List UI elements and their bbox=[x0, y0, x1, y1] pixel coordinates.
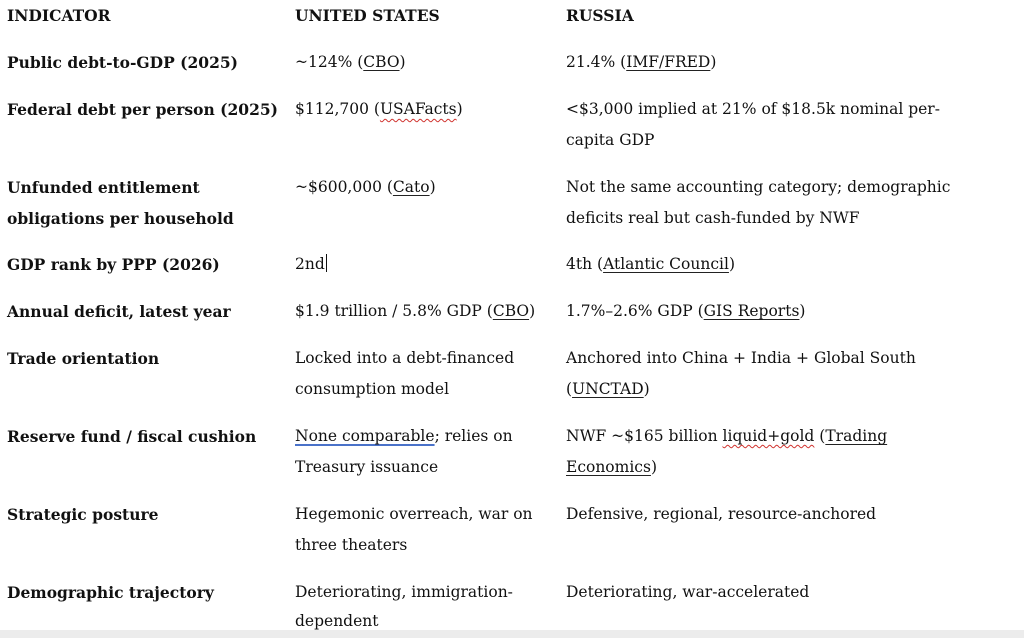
source-link-cbo[interactable]: CBO bbox=[492, 302, 530, 320]
row-unfunded-us bbox=[295, 172, 436, 203]
paren: ( bbox=[814, 427, 826, 445]
text-cursor bbox=[326, 254, 327, 272]
us-value: $1.9 trillion / 5.8% GDP ( bbox=[295, 302, 493, 320]
row-debt-per-person-us bbox=[295, 94, 463, 125]
source-link-cbo[interactable]: CBO bbox=[363, 53, 400, 71]
source-link-cato[interactable]: Cato bbox=[392, 178, 430, 196]
us-value: ~$600,000 ( bbox=[295, 178, 393, 196]
row-unfunded-ru-line1: Not the same accounting category; demographic bbox=[566, 178, 951, 196]
paren: ) bbox=[799, 302, 806, 320]
ru-value: NWF ~$165 billion bbox=[566, 427, 723, 445]
grammar-flagged-text[interactable]: None comparable bbox=[295, 427, 435, 445]
row-reserve-indicator: Reserve fund / fiscal cushion bbox=[7, 427, 257, 446]
paren: ) bbox=[650, 458, 657, 476]
row-unfunded-indicator-line2: obligations per household bbox=[7, 209, 234, 228]
us-value: 2nd bbox=[295, 255, 325, 273]
row-reserve-ru-line1 bbox=[566, 421, 887, 452]
paren: ) bbox=[643, 380, 650, 398]
row-reserve-ru-line2 bbox=[566, 452, 657, 483]
paren: ) bbox=[710, 53, 717, 71]
row-gdp-rank-us[interactable] bbox=[295, 249, 327, 280]
row-trade-us-line1: Locked into a debt-financed bbox=[295, 349, 515, 367]
source-link-gis-reports[interactable]: GIS Reports bbox=[703, 302, 800, 320]
row-reserve-us-line1 bbox=[295, 421, 513, 452]
row-debt-to-gdp-ru bbox=[566, 47, 716, 78]
row-demographic-us-line2: dependent bbox=[295, 612, 379, 630]
paren: ) bbox=[456, 100, 463, 118]
ru-value: 21.4% ( bbox=[566, 53, 627, 71]
row-debt-to-gdp-us bbox=[295, 47, 406, 78]
row-trade-ru-line2 bbox=[566, 374, 650, 405]
row-annual-deficit-us bbox=[295, 296, 535, 327]
row-gdp-rank-ru bbox=[566, 249, 735, 280]
row-annual-deficit-indicator: Annual deficit, latest year bbox=[7, 302, 231, 321]
header-indicator: INDICATOR bbox=[7, 6, 111, 25]
row-demographic-indicator: Demographic trajectory bbox=[7, 583, 214, 602]
row-strategic-indicator: Strategic posture bbox=[7, 505, 159, 524]
spelling-flagged-text[interactable]: liquid+gold bbox=[722, 427, 815, 445]
ru-value: 1.7%–2.6% GDP ( bbox=[566, 302, 704, 320]
row-trade-indicator: Trade orientation bbox=[7, 349, 160, 368]
window-bottom-edge bbox=[0, 630, 1024, 638]
row-reserve-us-line2: Treasury issuance bbox=[295, 458, 439, 476]
header-russia: RUSSIA bbox=[566, 6, 634, 25]
row-trade-us-line2: consumption model bbox=[295, 380, 450, 398]
row-debt-to-gdp-indicator: Public debt-to-GDP (2025) bbox=[7, 53, 238, 72]
source-link-usafacts[interactable]: USAFacts bbox=[379, 100, 457, 118]
paren: ) bbox=[399, 53, 406, 71]
row-debt-per-person-ru-line2: capita GDP bbox=[566, 131, 655, 149]
source-link-imf-fred[interactable]: IMF/FRED bbox=[626, 53, 711, 71]
header-united-states: UNITED STATES bbox=[295, 6, 440, 25]
source-link-trading-economics[interactable]: Trading bbox=[825, 427, 888, 445]
us-value: $112,700 ( bbox=[295, 100, 380, 118]
paren: ) bbox=[728, 255, 736, 273]
paren: ( bbox=[566, 380, 573, 398]
row-unfunded-indicator-line1: Unfunded entitlement bbox=[7, 178, 200, 197]
paren: ) bbox=[429, 178, 436, 196]
row-strategic-ru: Defensive, regional, resource-anchored bbox=[566, 505, 877, 523]
us-value: ; relies on bbox=[434, 427, 513, 445]
row-strategic-us-line2: three theaters bbox=[295, 536, 408, 554]
row-demographic-ru: Deteriorating, war-accelerated bbox=[566, 583, 810, 601]
row-gdp-rank-indicator: GDP rank by PPP (2026) bbox=[7, 255, 220, 274]
source-link-atlantic-council[interactable]: Atlantic Council bbox=[603, 255, 729, 273]
row-trade-ru-line1: Anchored into China + India + Global South bbox=[566, 349, 916, 367]
row-demographic-us-line1: Deteriorating, immigration- bbox=[295, 583, 513, 601]
source-link-trading-economics[interactable]: Economics bbox=[566, 458, 651, 476]
row-strategic-us-line1: Hegemonic overreach, war on bbox=[295, 505, 533, 523]
row-debt-per-person-ru-line1: <$3,000 implied at 21% of $18.5k nominal per- bbox=[566, 100, 940, 118]
paren: ) bbox=[529, 302, 536, 320]
us-value: ~124% ( bbox=[295, 53, 364, 71]
row-debt-per-person-indicator: Federal debt per person (2025) bbox=[7, 100, 278, 119]
row-unfunded-ru-line2: deficits real but cash-funded by NWF bbox=[566, 209, 860, 227]
source-link-unctad[interactable]: UNCTAD bbox=[572, 380, 644, 398]
row-annual-deficit-ru bbox=[566, 296, 805, 327]
ru-value: 4th ( bbox=[566, 255, 604, 273]
